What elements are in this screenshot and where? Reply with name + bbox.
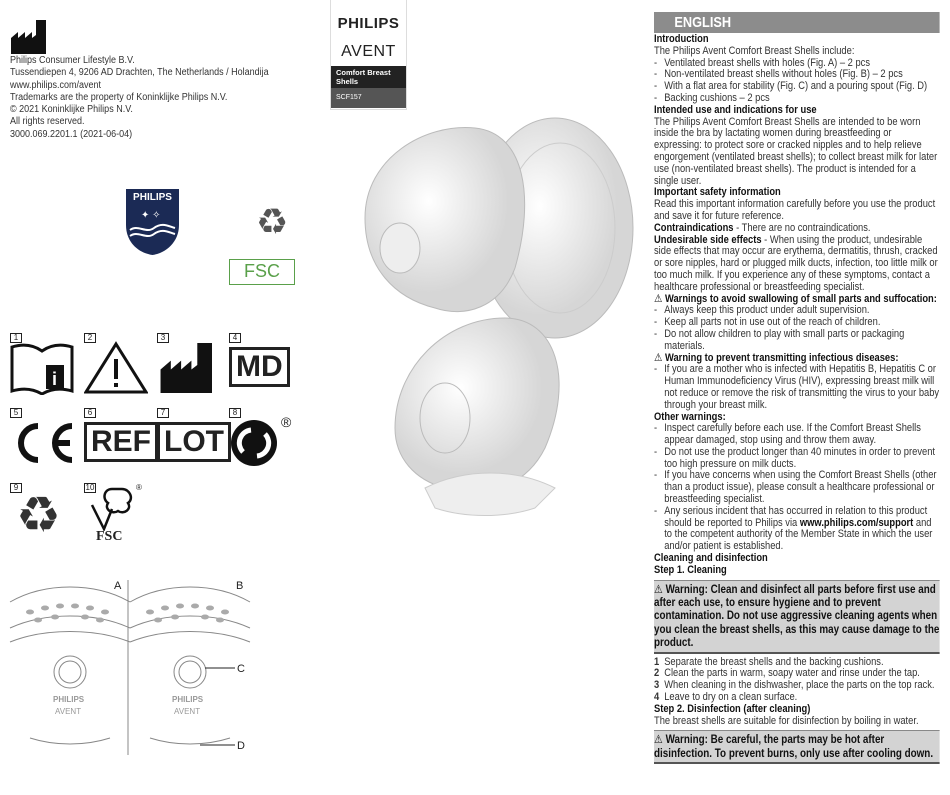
svg-text:i: i (52, 369, 58, 389)
text: Warning: Be careful, the parts may be hot after disinfection. To prevent burns, only use after cooling down. (654, 733, 934, 760)
diagram-brand-a: PHILIPS (53, 695, 85, 704)
green-dot-icon (229, 418, 279, 468)
list-item: - Do not allow children to play with small parts or packaging materials. (654, 329, 940, 353)
step-heading: Step 1. Cleaning (654, 563, 727, 576)
consult-instructions-icon (10, 343, 74, 395)
fig-label-d: D (237, 740, 245, 752)
paragraph: The Philips Avent Comfort Breast Shells are intended to be worn inside the bra by lactating women during breastfeeding or expressing: to protect sore or cracked nipples and to help relieve engorgement (ventilated breast shells); to collect breast milk for later use (non-ventilated breast shells). The product is intended for a single user. (654, 115, 938, 187)
registered-mark: ® (136, 483, 142, 492)
md-icon: MD (229, 347, 290, 387)
section-heading: Cleaning and disinfection (654, 552, 768, 565)
symbol-consult-instructions (10, 333, 76, 393)
list-item: - With a flat area for stability (Fig. C) and a pouring spout (Fig. D) (654, 81, 940, 93)
fsc-tree-icon (88, 485, 138, 531)
symbol-number: 3 (157, 333, 169, 343)
logo-model: SCF157 (331, 88, 406, 108)
rights-reserved: All rights reserved. (10, 116, 85, 128)
breast-shells-photo (355, 108, 645, 538)
ce-mark-icon (10, 422, 76, 464)
fig-label-c: C (237, 663, 245, 675)
step-heading: Step 2. Disinfection (after cleaning) (654, 702, 811, 715)
step-number: 3 (654, 679, 660, 692)
recycle-icon: ♻ (16, 487, 61, 543)
symbol-recycle (10, 483, 76, 543)
philips-avent-logo (330, 0, 407, 110)
symbol-number: 8 (229, 408, 241, 418)
logo-product: Comfort Breast Shells (331, 66, 406, 88)
support-link[interactable]: www.philips.com/support (799, 516, 914, 529)
section-heading: Introduction (654, 33, 709, 45)
list-item: - Backing cushions – 2 pcs (654, 93, 940, 105)
section-heading: Other warnings: (654, 410, 726, 423)
trademark-note: Trademarks are the property of Koninklijke Philips N.V. (10, 91, 228, 103)
paragraph: Read this important information carefully before you use the product and save it for future reference. (654, 198, 936, 222)
text: and to the competent authority of the Member State in which the user and/or patient is established. (664, 516, 933, 553)
paragraph (654, 235, 940, 294)
text: Warning to prevent transmitting infectious diseases: (664, 351, 899, 364)
symbol-green-dot (229, 408, 295, 468)
philips-shield-logo (125, 188, 180, 256)
text: Separate the breast shells and the backing cushions. (664, 655, 884, 668)
copyright: © 2021 Koninklijke Philips N.V. (10, 104, 133, 116)
symbol-number: 6 (84, 408, 96, 418)
inline-heading: Contraindications (654, 221, 734, 234)
symbol-warning (84, 333, 150, 393)
symbol-manufacturer (157, 333, 223, 393)
list-item: - Always keep this product under adult supervision. (654, 305, 940, 317)
warning-icon: ⚠ (654, 292, 663, 305)
text: - There are no contraindications. (733, 221, 871, 234)
section-heading: Intended use and indications for use (654, 103, 817, 116)
list-item: - Keep all parts not in use out of the reach of children. (654, 317, 940, 329)
list-item: - Inspect carefully before each use. If the Comfort Breast Shells appear damaged, stop using and throw them away. (654, 423, 940, 447)
step-item (654, 692, 940, 704)
symbol-number: 10 (85, 483, 95, 492)
symbol-number: 5 (10, 408, 22, 418)
manufacturer-icon (157, 343, 217, 393)
address-line: Tussendiepen 4, 9206 AD Drachten, The Netherlands / Holandija (10, 67, 269, 79)
text: Leave to dry on a clean surface. (664, 691, 798, 704)
diagram-sub-b: AVENT (174, 707, 201, 716)
language-header: ENGLISH (654, 12, 940, 33)
website-link[interactable]: www.philips.com/avent (10, 79, 102, 91)
company-name: Philips Consumer Lifestyle B.V. (10, 55, 135, 66)
fsc-text: FSC (96, 529, 123, 544)
warning-icon: ⚠ (654, 351, 663, 364)
warning-box (654, 580, 940, 654)
symbol-number: 9 (10, 483, 22, 493)
warning-icon: ⚠ (654, 733, 663, 747)
symbol-lot (157, 408, 223, 468)
warning-box (654, 730, 940, 764)
text: When cleaning in the dishwasher, place the parts on the top rack. (664, 679, 935, 692)
diagram-brand-b: PHILIPS (172, 695, 204, 704)
fig-label-a: A (114, 580, 122, 592)
logo-sub: AVENT (341, 43, 396, 60)
ref-icon: REF (84, 422, 158, 462)
symbol-number: 2 (84, 333, 96, 343)
manufacturer-address (10, 55, 307, 141)
section-heading: Important safety information (654, 186, 781, 199)
registered-mark: ® (281, 414, 292, 430)
list-item: - Do not use the product longer than 40 minutes in order to prevent too high pressure on milk ducts. (654, 447, 940, 471)
text: - When using the product, undesirable side effects that may occur are erythema, dermatitis, thrush, cracked or sore nipples, hard or plugged milk ducts, infection, too little milk or too much milk. If you experience any of these symptoms, contact a healthcare professional or breastfeeding specialist. (654, 233, 938, 293)
manufacturer-icon (11, 20, 47, 54)
lot-icon: LOT (157, 422, 231, 462)
paragraph: The breast shells are suitable for disinfection by boiling in water. (654, 714, 919, 727)
symbol-number: 4 (229, 333, 241, 343)
english-instructions (654, 12, 940, 767)
list-item (654, 506, 940, 553)
list-item: - Non-ventilated breast shells without holes (Fig. B) – 2 pcs (654, 69, 940, 81)
step-number: 2 (654, 667, 660, 680)
diagram-sub-a: AVENT (55, 707, 82, 716)
warning-icon (84, 341, 148, 395)
symbol-ce (10, 408, 76, 468)
text: Any serious incident that has occurred in relation to this product should be reported to Philips via (664, 504, 928, 529)
symbol-number: 7 (157, 408, 169, 418)
logo-brand: PHILIPS (337, 15, 400, 32)
symbol-md (229, 333, 295, 393)
text: Warnings to avoid swallowing of small parts and suffocation: (664, 292, 937, 305)
fsc-badge: FSC (229, 259, 295, 285)
text: Clean the parts in warm, soapy water and rinse under the tap. (664, 667, 920, 680)
step-number: 4 (654, 691, 660, 704)
paragraph: The Philips Avent Comfort Breast Shells include: (654, 44, 855, 57)
symbol-ref (84, 408, 150, 468)
list-item: - Ventilated breast shells with holes (Fig. A) – 2 pcs (654, 58, 940, 70)
warning-icon: ⚠ (654, 582, 663, 596)
step-number: 1 (654, 655, 660, 668)
symbol-fsc (84, 483, 154, 543)
text: Warning: Clean and disinfect all parts before first use and after each use, to ensure hygiene and to prevent contamination. Do not use aggressive cleaning agents when you clean the breast shells, as this may cause damage to the product. (654, 582, 940, 650)
list-item: - If you have concerns when using the Comfort Breast Shells (other than a product issue), please consult a healthcare professional or breastfeeding specialist. (654, 470, 940, 505)
list-item: - If you are a mother who is infected with Hepatitis B, Hepatitis C or Human Immunodeficiency Virus (HIV), expressing breast milk will not reduce or remove the risk of transmitting the virus to your baby through your breast milk. (654, 364, 940, 411)
svg-text:✦ ✧: ✦ ✧ (141, 210, 161, 221)
document-code: 3000.069.2201.1 (2021-06-04) (10, 128, 133, 140)
recycle-icon: ♻ (256, 201, 289, 242)
shield-text: PHILIPS (133, 192, 172, 203)
symbol-number: 1 (10, 333, 22, 343)
inline-heading: Undesirable side effects (654, 233, 762, 246)
fig-label-b: B (236, 580, 244, 592)
breast-shell-diagram (0, 580, 260, 780)
